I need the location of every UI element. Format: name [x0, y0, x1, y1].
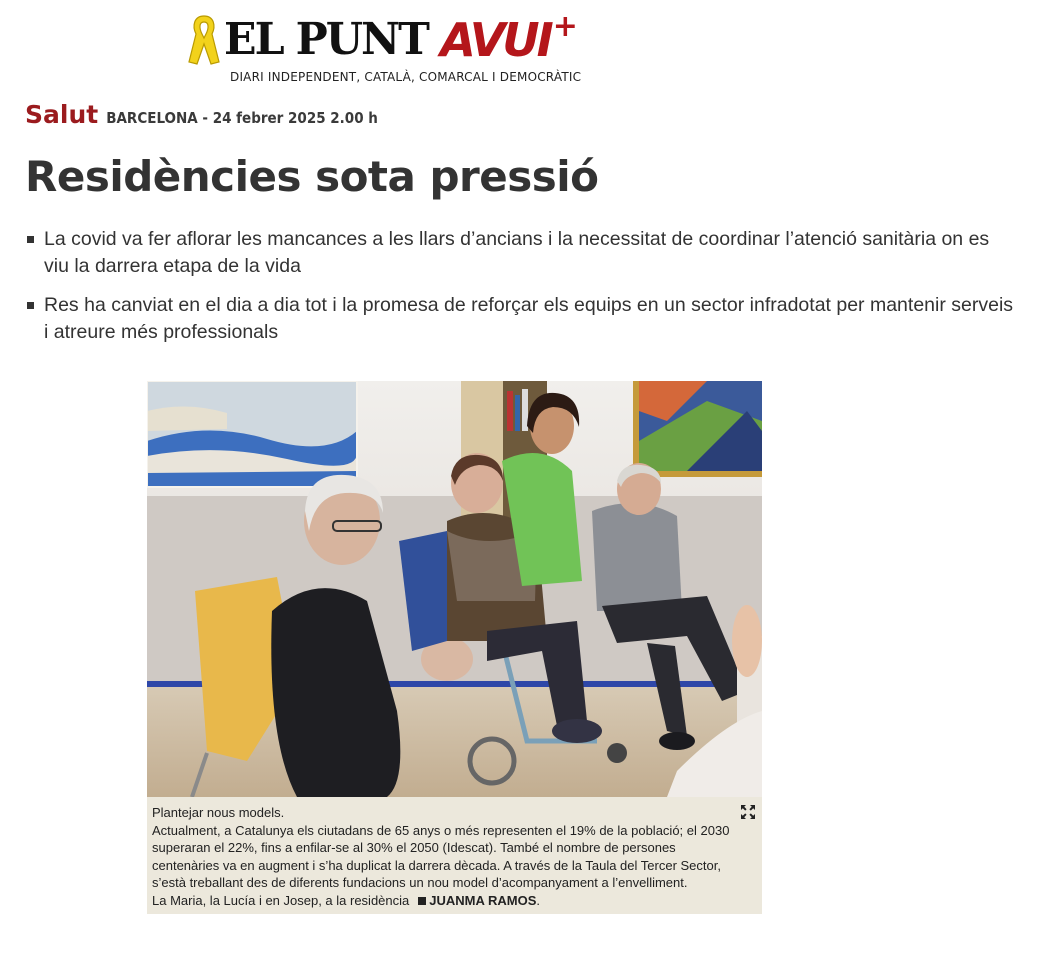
- article-summary: [25, 226, 1015, 358]
- caption-title: Plantejar nous models.: [152, 805, 285, 820]
- summary-item: [25, 226, 1015, 280]
- summary-text: La covid va fer aflorar les mancances a les llars d’ancians i la necessitat de coordinar l’atenció sanitària on es viu la darrera etapa de la vida: [44, 228, 990, 277]
- caption-people: La Maria, la Lucía i en Josep, a la residència: [152, 892, 410, 908]
- masthead-tagline: DIARI INDEPENDENT, CATALÀ, COMARCAL I DEMOCRÀTIC: [230, 70, 582, 84]
- caption-credit-line: [152, 892, 756, 910]
- logo-avui: AVUI: [440, 13, 551, 67]
- section-link[interactable]: Salut: [25, 100, 99, 129]
- credit-period: .: [536, 892, 541, 908]
- summary-item: [25, 292, 1015, 346]
- article-photo[interactable]: [147, 381, 762, 797]
- square-bullet-icon: [27, 302, 34, 309]
- masthead: [186, 10, 626, 88]
- square-bullet-icon: [418, 897, 426, 905]
- article-headline: Residències sota pressió: [25, 152, 599, 201]
- photo-credit: JUANMA RAMOS: [429, 892, 537, 908]
- expand-icon[interactable]: [740, 804, 756, 820]
- site-logo[interactable]: [186, 10, 578, 70]
- logo-el-punt: EL PUNT: [224, 14, 428, 65]
- article-figure: [147, 381, 762, 914]
- yellow-ribbon-icon: [186, 12, 222, 68]
- logo-plus: +: [552, 8, 578, 44]
- caption-body: Actualment, a Catalunya els ciutadans de 65 anys o més representen el 19% de la població; el 2030 superaran el 22%, fins a enfilar-se al 30% el 2050 (Idescat). També el nombre de persones centenàries va en augment i s’ha duplicat la darrera dècada. A través de la Taula del Tercer Sector, s’està treballant des de diferents fundacions un nou model d’acompanyament a l’envelliment.: [152, 822, 730, 890]
- summary-text: Res ha canviat en el dia a dia tot i la promesa de reforçar els equips en un sector infradotat per mantenir serveis i atreure més professionals: [44, 294, 1014, 343]
- article-kicker: [25, 100, 378, 129]
- article-dateline: BARCELONA - 24 febrer 2025 2.00 h: [106, 109, 378, 127]
- photo-caption: [147, 797, 762, 914]
- square-bullet-icon: [27, 236, 34, 243]
